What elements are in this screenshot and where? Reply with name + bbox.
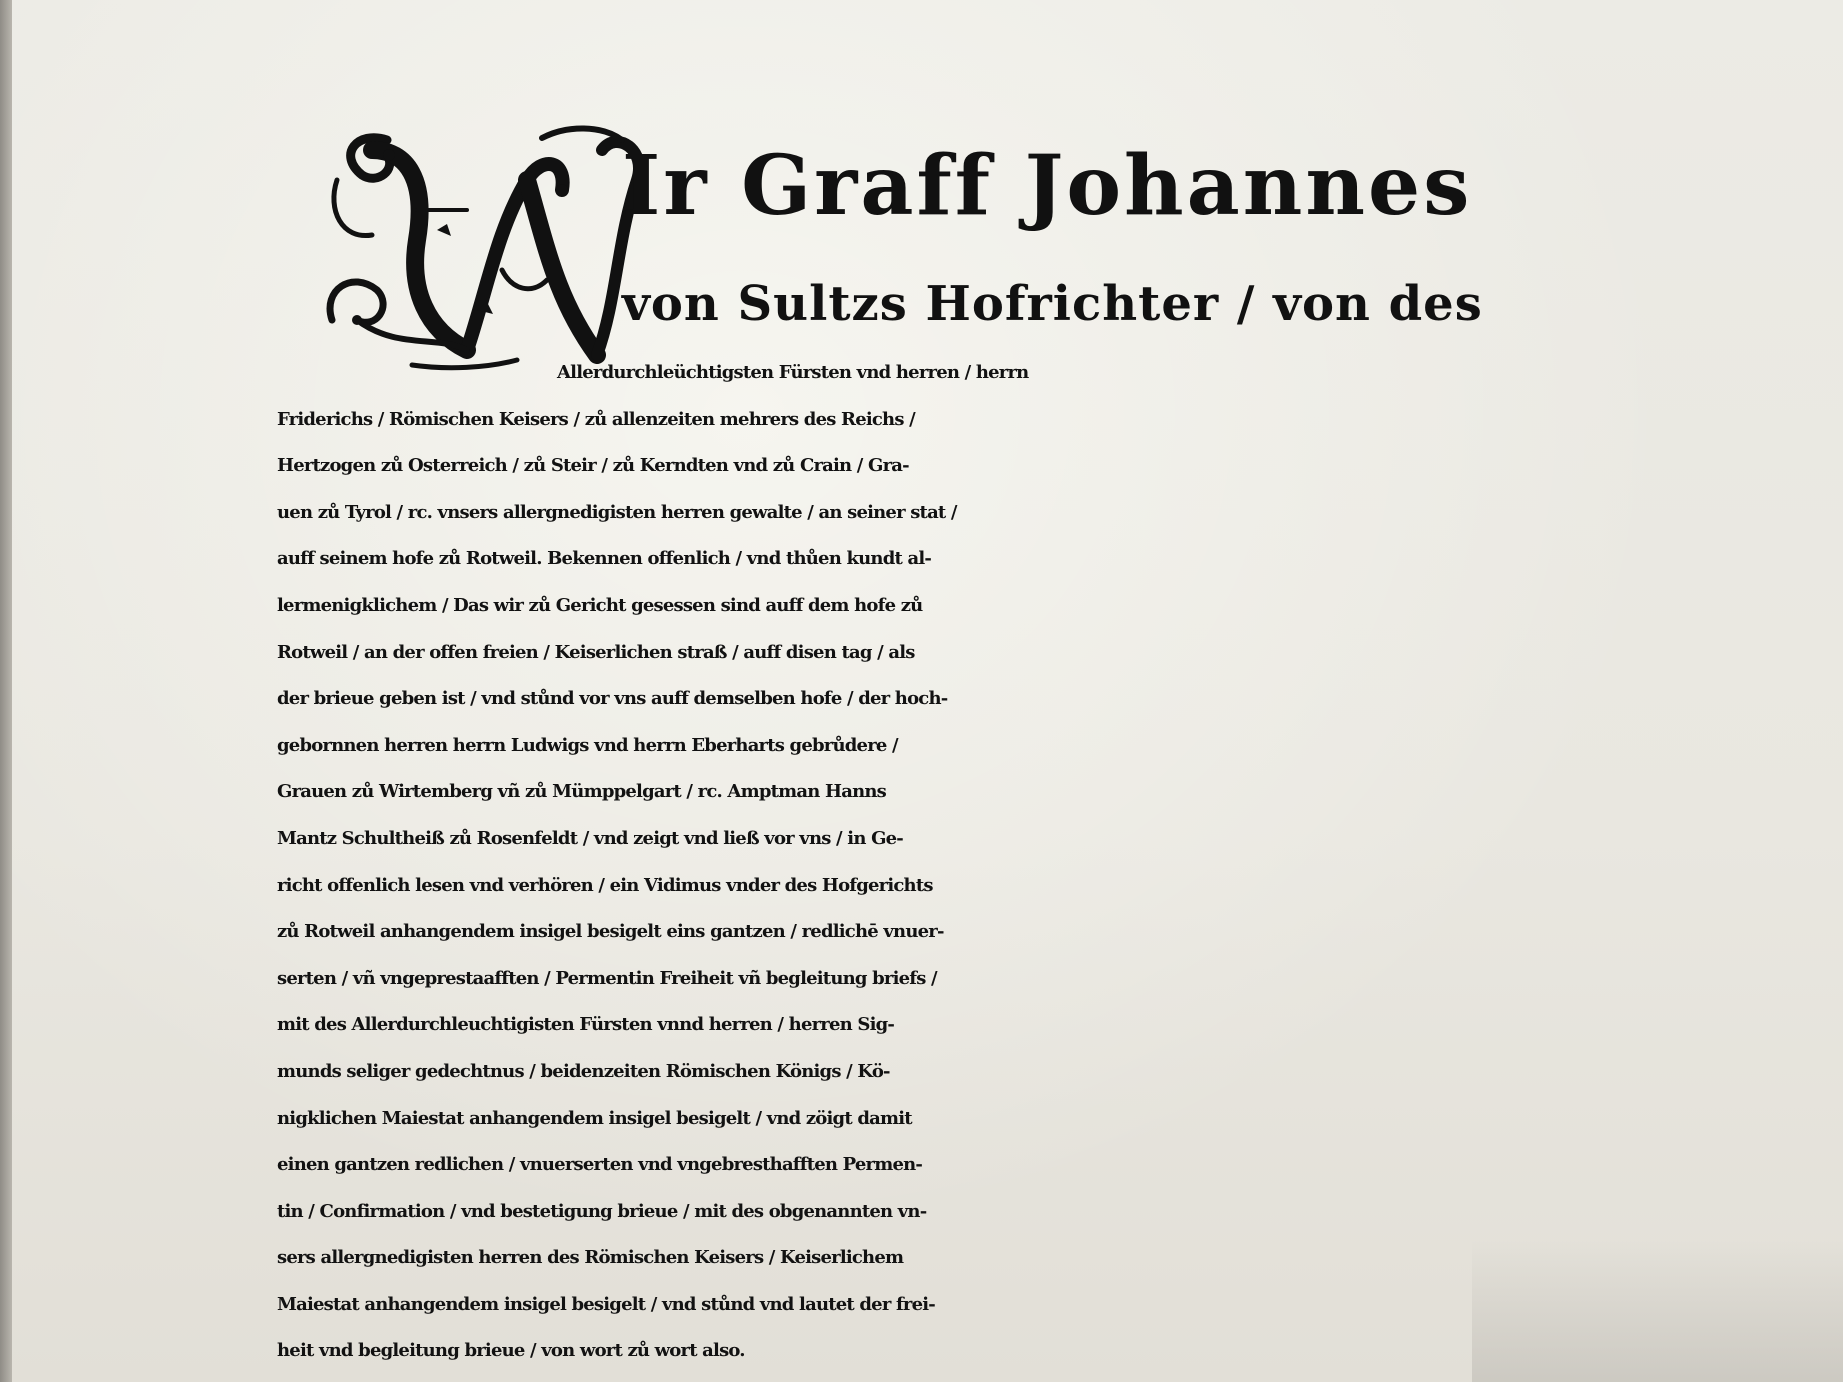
heading-line-1: Ir Graff Johannes (622, 138, 1473, 234)
heading-line-2: von Sultzs Hofrichter / von des (622, 276, 1483, 332)
text-line: gebornnen herren herrn Ludwigs vnd herrn Eberharts gebrůdere / (277, 734, 898, 756)
text-line: richt offenlich lesen vnd verhören / ein Vidimus vnder des Hofgerichts (277, 874, 933, 896)
text-line: einen gantzen redlichen / vnuerserten vnd vngebresthafften Permen- (277, 1154, 923, 1176)
text-line: Mantz Schultheiß zů Rosenfeldt / vnd zeigt vnd ließ vor vns / in Ge- (277, 827, 903, 849)
decorated-initial-w (317, 120, 657, 375)
text-line: lermenigklichem / Das wir zů Gericht gesessen sind auff dem hofe zů (277, 594, 923, 616)
text-line: mit des Allerdurchleuchtigisten Fürsten vnnd herren / herren Sig- (277, 1014, 895, 1036)
text-line: serten / vñ vngeprestaafften / Permentin Freiheit vñ begleitung briefs / (277, 967, 937, 989)
text-line: der brieue geben ist / vnd stůnd vor vns auff demselben hofe / der hoch- (277, 688, 948, 710)
paper-shadow (1472, 1240, 1843, 1382)
text-line: munds seliger gedechtnus / beidenzeiten Römischen Königs / Kö- (277, 1060, 890, 1082)
page-edge (0, 0, 12, 1382)
text-line: Hertzogen zů Osterreich / zů Steir / zů Kerndten vnd zů Crain / Gra- (277, 455, 909, 477)
text-line: zů Rotweil anhangendem insigel besigelt eins gantzen / redlichē vnuer- (277, 921, 944, 943)
paper-sheet (12, 0, 1843, 1382)
text-line: Maiestat anhangendem insigel besigelt / vnd stůnd vnd lautet der frei- (277, 1293, 935, 1315)
text-line: nigklichen Maiestat anhangendem insigel besigelt / vnd zöigt damit (277, 1107, 912, 1129)
text-line: Grauen zů Wirtemberg vñ zů Mümppelgart / rc. Amptman Hanns (277, 781, 886, 803)
text-line: auff seinem hofe zů Rotweil. Bekennen offenlich / vnd thůen kundt al- (277, 548, 932, 570)
text-line: tin / Confirmation / vnd bestetigung brieue / mit des obgenannten vn- (277, 1200, 927, 1222)
text-line: Allerdurchleüchtigsten Fürsten vnd herren / herrn (557, 362, 1029, 383)
text-line: Rotweil / an der offen freien / Keiserlichen straß / auff disen tag / als (277, 641, 915, 663)
text-line: sers allergnedigisten herren des Römischen Keisers / Keiserlichem (277, 1247, 904, 1269)
text-line: heit vnd begleitung brieue / von wort zů wort also. (277, 1340, 745, 1362)
body-text (277, 350, 1492, 1375)
text-line: Friderichs / Römischen Keisers / zů allenzeiten mehrers des Reichs / (277, 408, 915, 430)
text-line: uen zů Tyrol / rc. vnsers allergnedigisten herren gewalte / an seiner stat / (277, 501, 957, 523)
